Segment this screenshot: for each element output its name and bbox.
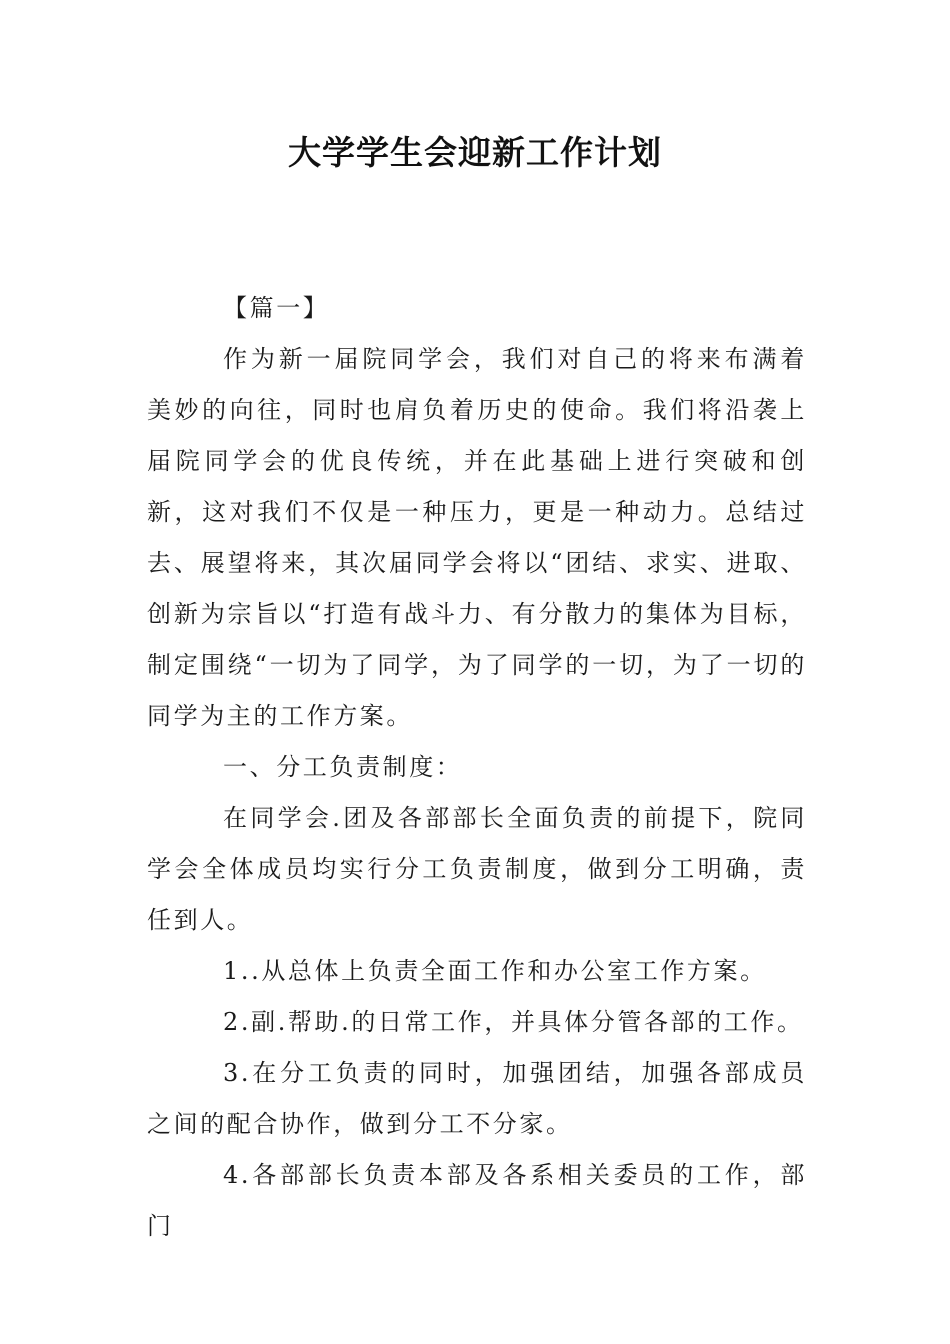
document-body (147, 283, 807, 1252)
paragraph: 作为新一届院同学会，我们对自己的将来布满着美妙的向往，同时也肩负着历史的使命。我们将沿袭上届院同学会的优良传统，并在此基础上进行突破和创新，这对我们不仅是一种压力，更是一种动力。总结过去、展望将来，其次届同学会将以“团结、求实、进取、创新为宗旨以“打造有战斗力、有分散力的集体为目标，制定围绕“一切为了同学，为了同学的一切，为了一切的同学为主的工作方案。 (147, 345, 807, 730)
section-heading: 一、分工负责制度： (223, 753, 463, 781)
document-title: 大学学生会迎新工作计划 (288, 133, 662, 172)
section-heading: 【篇一】 (223, 294, 330, 322)
list-item: 3.在分工负责的同时，加强团结，加强各部成员之间的配合协作，做到分工不分家。 (147, 1059, 807, 1138)
list-item: 4.各部部长负责本部及各系相关委员的工作，部门 (147, 1161, 807, 1240)
paragraph: 在同学会.团及各部部长全面负责的前提下，院同学会全体成员均实行分工负责制度，做到分工明确，责任到人。 (147, 804, 807, 934)
list-item: 1..从总体上负责全面工作和办公室工作方案。 (223, 957, 767, 985)
list-item: 2.副.帮助.的日常工作，并具体分管各部的工作。 (223, 1008, 804, 1036)
